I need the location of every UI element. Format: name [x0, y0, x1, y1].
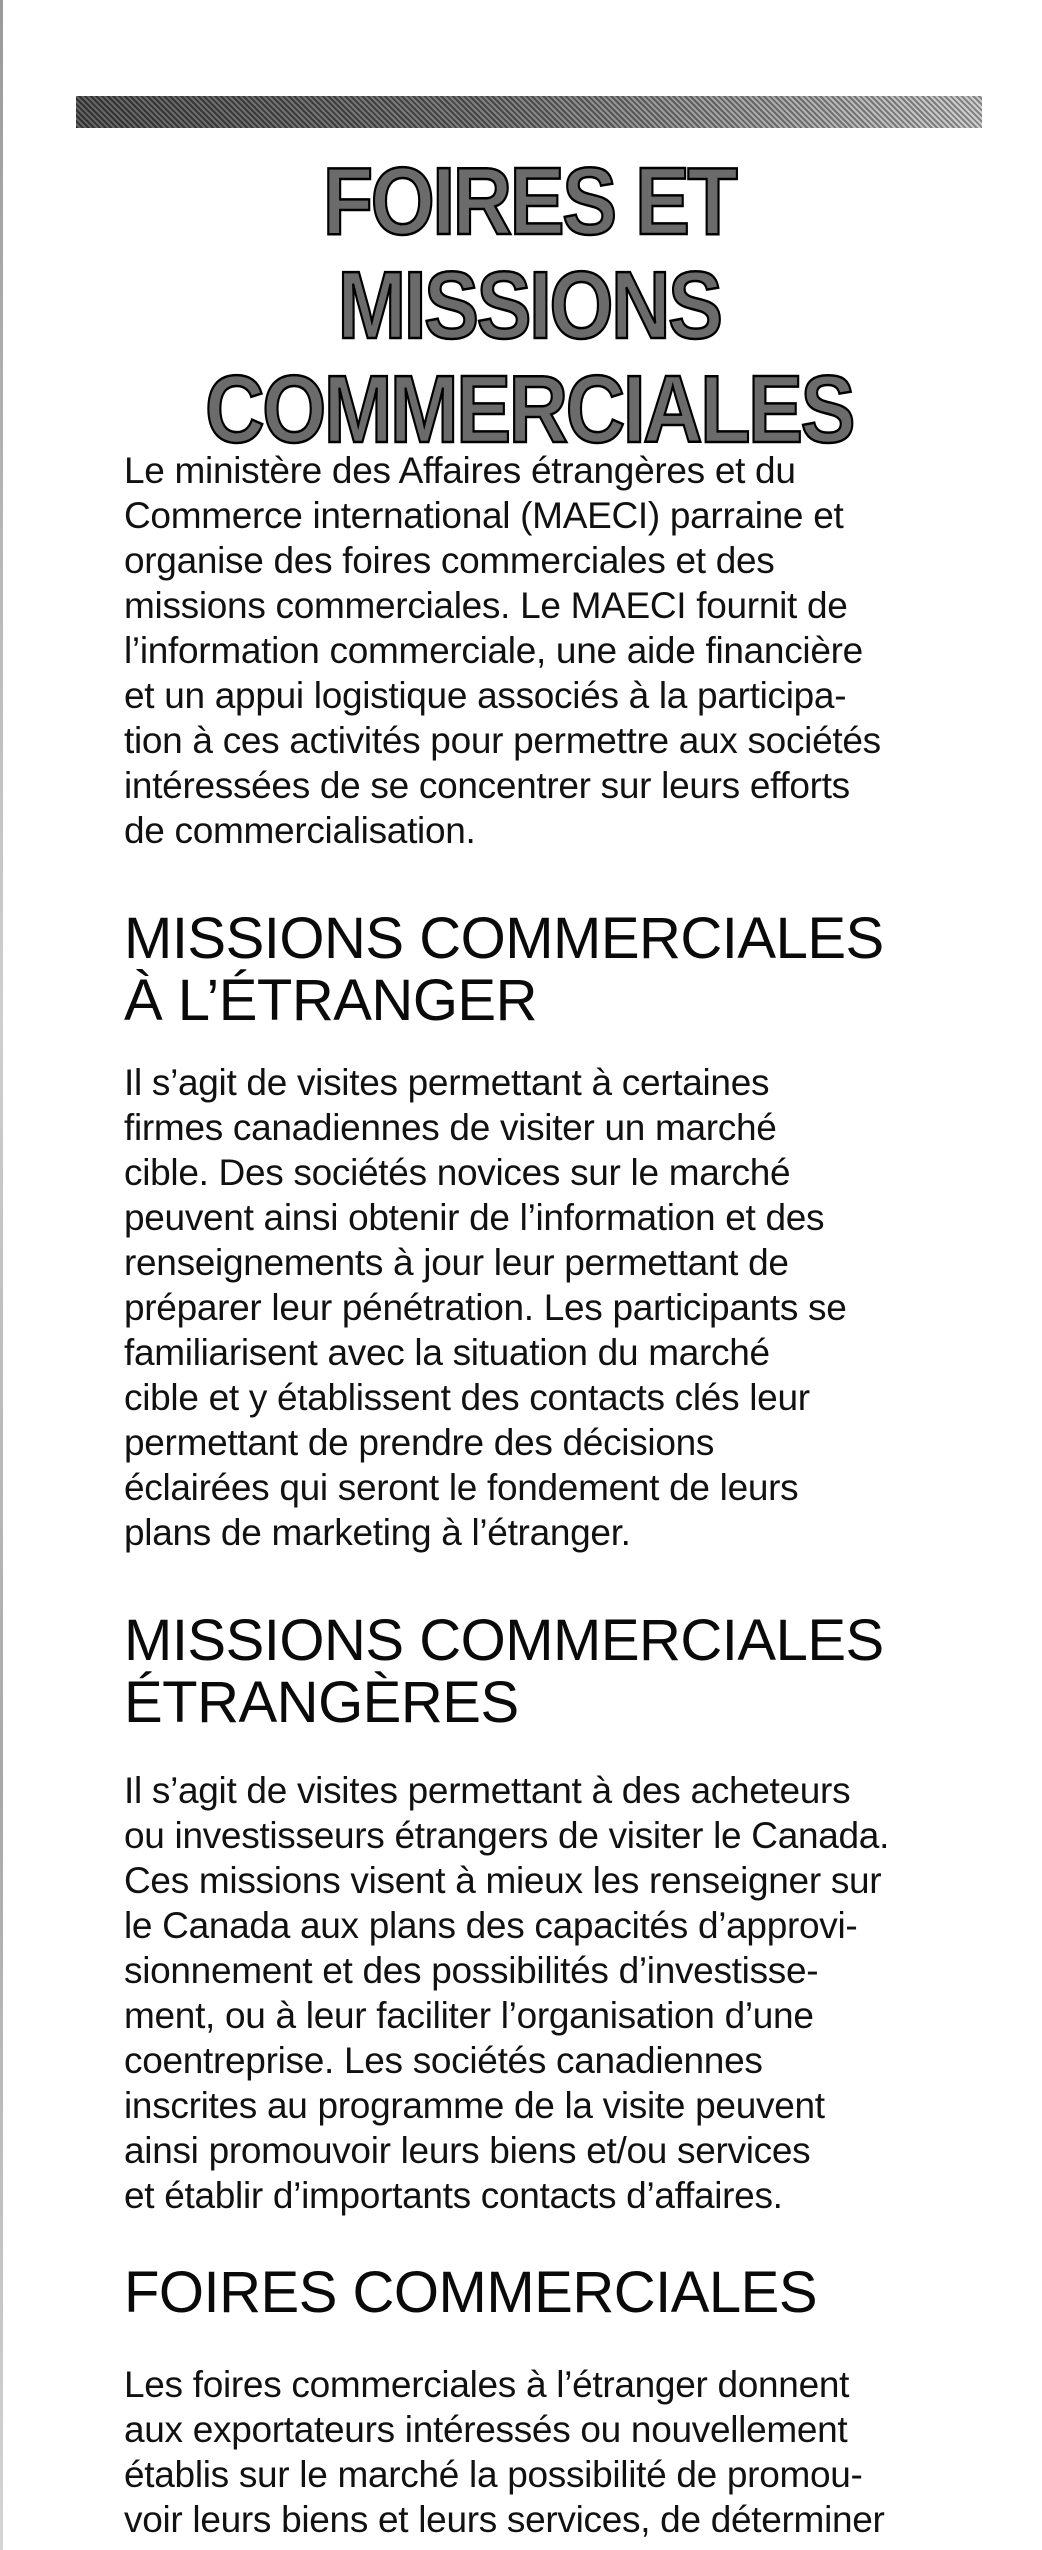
section-body-missions-etranger — [124, 1060, 964, 1555]
body-line: établis sur le marché la possibilité de promou- — [124, 2454, 863, 2495]
body-line: firmes canadiennes de visiter un marché — [124, 1107, 777, 1148]
page-title-line: FOIRES ET MISSIONS — [322, 148, 736, 359]
intro-line: tion à ces activités pour permettre aux sociétés — [124, 720, 881, 761]
body-line: ainsi promouvoir leurs biens et/ou services — [124, 2130, 811, 2171]
body-line: préparer leur pénétration. Les participants se — [124, 1287, 847, 1328]
section-heading-missions-etrangeres — [124, 1610, 984, 1734]
section-heading-line: À L’ÉTRANGER — [124, 968, 537, 1033]
intro-line: et un appui logistique associés à la participa- — [124, 675, 847, 716]
body-line: le Canada aux plans des capacités d’approvi- — [124, 1905, 858, 1946]
body-line: Il s’agit de visites permettant à certaines — [124, 1062, 770, 1103]
body-line: permettant de prendre des décisions — [124, 1422, 715, 1463]
page-title-line: COMMERCIALES — [205, 356, 853, 463]
body-line: éclairées qui seront le fondement de leurs — [124, 1467, 799, 1508]
intro-line: intéressées de se concentrer sur leurs efforts — [124, 765, 850, 806]
section-body-missions-etrangeres — [124, 1768, 964, 2218]
intro-line: organise des foires commerciales et des — [124, 540, 775, 581]
body-line: cible. Des sociétés novices sur le marché — [124, 1152, 791, 1193]
intro-line: Le ministère des Affaires étrangères et du — [124, 450, 796, 491]
body-line: inscrites au programme de la visite peuvent — [124, 2085, 825, 2126]
body-line: renseignements à jour leur permettant de — [124, 1242, 789, 1283]
section-heading-foires-commerciales — [124, 2262, 984, 2324]
body-line: Ces missions visent à mieux les renseigner sur — [124, 1860, 882, 1901]
section-heading-missions-etranger — [124, 908, 984, 1032]
body-line: aux exportateurs intéressés ou nouvellement — [124, 2409, 848, 2450]
section-heading-line: ÉTRANGÈRES — [124, 1670, 519, 1735]
page-title — [139, 150, 918, 462]
body-line: coentreprise. Les sociétés canadiennes — [124, 2040, 763, 2081]
body-line: ment, ou à leur faciliter l’organisation d’une — [124, 1995, 814, 2036]
body-line: et établir d’importants contacts d’affaires. — [124, 2175, 783, 2216]
body-line: familiarisent avec la situation du marché — [124, 1332, 770, 1373]
intro-line: de commercialisation. — [124, 810, 476, 851]
body-line: sionnement et des possibilités d’investisse- — [124, 1950, 819, 1991]
body-line: plans de marketing à l’étranger. — [124, 1512, 631, 1553]
body-line: peuvent ainsi obtenir de l’information et des — [124, 1197, 825, 1238]
body-line: ou investisseurs étrangers de visiter le Canada. — [124, 1815, 890, 1856]
decorative-header-bar — [76, 96, 982, 128]
intro-line: l’information commerciale, une aide financière — [124, 630, 863, 671]
body-line: cible et y établissent des contacts clés leur — [124, 1377, 810, 1418]
body-line: Il s’agit de visites permettant à des acheteurs — [124, 1770, 851, 1811]
intro-line: missions commerciales. Le MAECI fournit de — [124, 585, 848, 626]
section-body-foires-commerciales — [124, 2362, 964, 2542]
section-heading-line: MISSIONS COMMERCIALES — [124, 1608, 884, 1673]
intro-line: Commerce international (MAECI) parraine et — [124, 495, 844, 536]
scan-edge — [0, 0, 3, 2550]
section-heading-line: MISSIONS COMMERCIALES — [124, 906, 884, 971]
intro-paragraph — [124, 448, 964, 853]
body-line: voir leurs biens et leurs services, de déterminer — [124, 2499, 885, 2540]
section-heading-line: FOIRES COMMERCIALES — [124, 2260, 818, 2325]
body-line: Les foires commerciales à l’étranger donnent — [124, 2364, 850, 2405]
